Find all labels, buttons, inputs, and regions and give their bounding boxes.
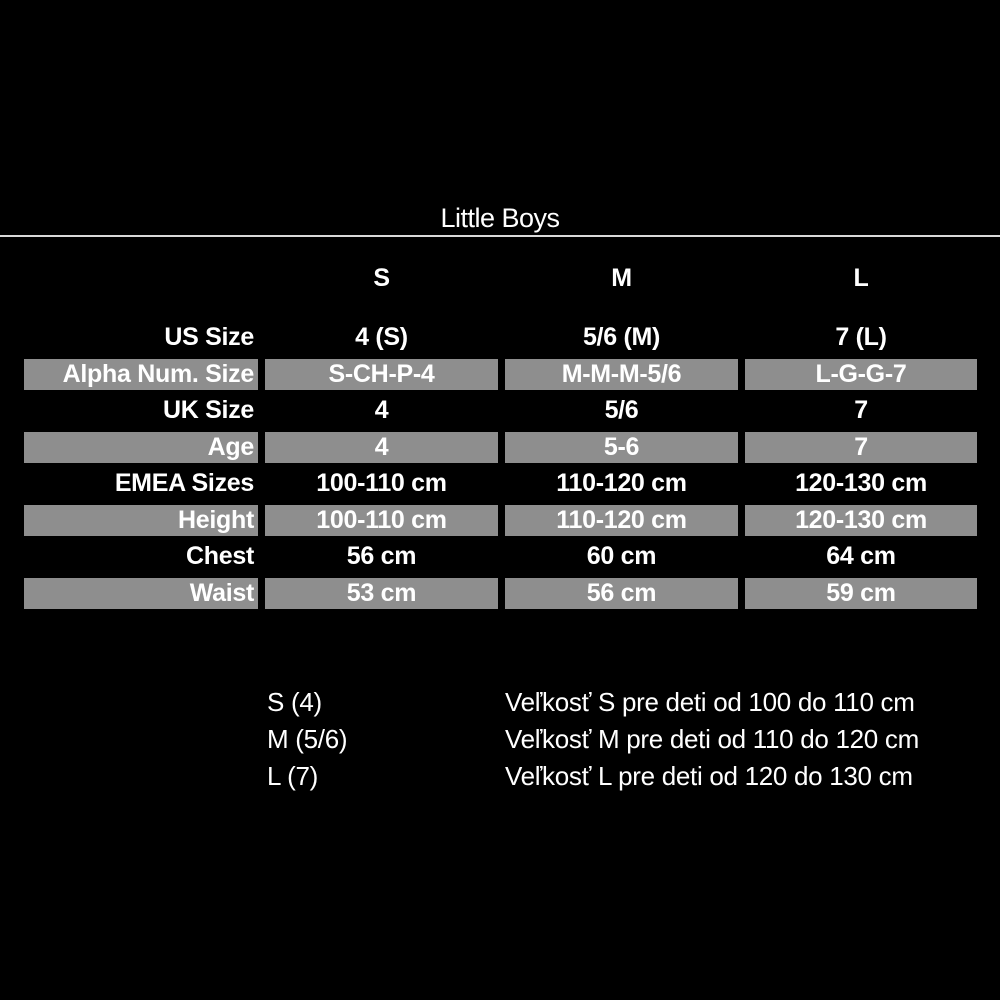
table-cell: 5/6 [604, 395, 639, 424]
table-cell: 64 cm [826, 541, 896, 570]
table-cell [505, 502, 738, 539]
column-header-spacer [24, 260, 258, 297]
table-cell [745, 502, 977, 539]
legend-size-l: L (7) [267, 761, 318, 791]
highlight-band: M-M-M-5/6 [505, 359, 738, 390]
size-legend [267, 684, 977, 795]
legend-size-s: S (4) [267, 687, 322, 717]
row-label-chest: Chest [186, 541, 254, 570]
column-header-l: L [853, 264, 869, 292]
highlight-band: Waist [24, 578, 258, 609]
row-label-emea-sizes: EMEA Sizes [114, 468, 254, 497]
table-cell [265, 429, 498, 466]
title-divider-line [0, 235, 1000, 237]
highlight-band: 100-110 cm [265, 505, 498, 536]
row-label-waist [24, 575, 258, 612]
legend-description-m: Veľkosť M pre deti od 110 do 120 cm [505, 724, 919, 754]
table-cell: 60 cm [586, 541, 657, 570]
row-label-alpha-num-size [24, 356, 258, 393]
highlight-band: 56 cm [505, 578, 738, 609]
column-header-s: S [373, 264, 390, 292]
column-header-row [24, 260, 977, 297]
row-label-age [24, 429, 258, 466]
highlight-band: Age [24, 432, 258, 463]
table-cell: 5/6 (M) [582, 322, 661, 351]
table-cell [505, 356, 738, 393]
table-cell: 7 (L) [835, 322, 887, 351]
legend-description-l: Veľkosť L pre deti od 120 do 130 cm [505, 761, 913, 791]
table-cell: 4 (S) [355, 322, 408, 351]
table-cell [505, 429, 738, 466]
legend-size-m: M (5/6) [267, 724, 348, 754]
table-cell: 7 [854, 395, 868, 424]
table-cell [505, 575, 738, 612]
highlight-band: S-CH-P-4 [265, 359, 498, 390]
table-cell: 110-120 cm [556, 468, 687, 497]
row-label-height [24, 502, 258, 539]
highlight-band: L-G-G-7 [745, 359, 977, 390]
highlight-band: 5-6 [505, 432, 738, 463]
row-label-us-size: US Size [164, 322, 254, 351]
size-table [24, 319, 977, 611]
highlight-band: 53 cm [265, 578, 498, 609]
table-cell [745, 575, 977, 612]
highlight-band: 110-120 cm [505, 505, 738, 536]
table-cell [745, 429, 977, 466]
table-cell: 4 [374, 395, 389, 424]
table-cell [745, 356, 977, 393]
highlight-band: 120-130 cm [745, 505, 977, 536]
highlight-band: 4 [265, 432, 498, 463]
table-cell: 120-130 cm [795, 468, 927, 497]
highlight-band: Height [24, 505, 258, 536]
table-cell: 100-110 cm [316, 468, 447, 497]
legend-description-s: Veľkosť S pre deti od 100 do 110 cm [505, 687, 915, 717]
highlight-band: 7 [745, 432, 977, 463]
page-title: Little Boys [440, 203, 560, 233]
column-header-m: M [611, 264, 632, 292]
highlight-band: 59 cm [745, 578, 977, 609]
table-cell: 56 cm [346, 541, 417, 570]
table-cell [265, 575, 498, 612]
table-cell [265, 502, 498, 539]
row-label-uk-size: UK Size [163, 395, 254, 424]
table-cell [265, 356, 498, 393]
highlight-band: Alpha Num. Size [24, 359, 258, 390]
